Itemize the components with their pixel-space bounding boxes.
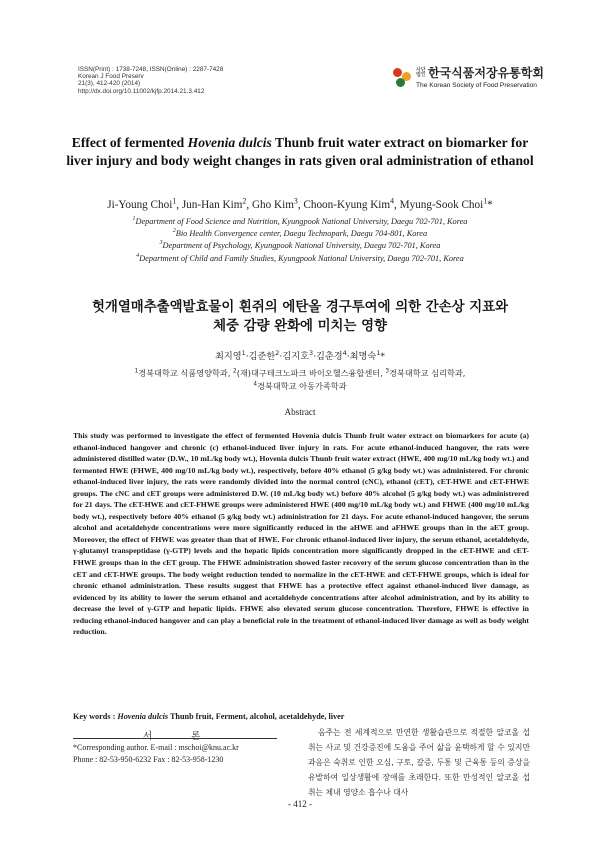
- affiliation-line: $^3$Department of Psychology, Kyungpook National University, Daegu 702-701, Korea: [159, 240, 441, 251]
- issn-line: ISSN(Print) : 1738-7248, ISSN(Online) : 2287-7428: [78, 66, 224, 73]
- author-list: [40, 196, 560, 211]
- korean-author-list: [40, 348, 560, 362]
- korean-affiliation-list: [40, 367, 560, 393]
- journal-name: Korean J Food Preserv: [78, 73, 144, 81]
- footnote-divider: [73, 738, 277, 739]
- society-korean-name: 한국식품저장유통학회: [428, 66, 544, 80]
- korean-author-name: 김준한$^2$·: [248, 348, 283, 362]
- paper-title: Effect of fermented Hovenia dulcis Thunb fruit water extract on biomarker for liver injury and body weight changes in rats given oral administration of ethanol: [66, 135, 534, 168]
- footnote: [73, 742, 239, 765]
- korean-affiliation-item: $^1$경북대학교 식품영양학과,: [134, 368, 234, 378]
- korean-author-name: 최명숙$^1$*: [349, 348, 386, 362]
- korean-author-name: 김춘경$^4$·: [316, 348, 350, 362]
- contact-phone: Phone : 82-53-950-6232 Fax : 82-53-958-1230: [73, 754, 224, 764]
- abstract-heading: Abstract: [284, 407, 316, 417]
- corresponding-author: *Corresponding author. E-mail : mschoi@knu.ac.kr: [73, 743, 239, 752]
- korean-author-name: 최지영$^1$·: [214, 348, 249, 362]
- species-name: Hovenia dulcis: [187, 135, 272, 150]
- introduction-text: 음주는 전 세계적으로 만연한 생활습관으로 적절한 알코올 섭취는 사교 및 건강증진에 도움을 주어 삶을 윤택하게 할 수 있지만 과음은 숙취로 인한 오심, 구토, 갈증, 두통 및 근육통 등의 증상을 유발하여 일상생활에 장애를 초래한다. 또한 만성적인 알코올 섭취는 체내 영양소 흡수나 대사: [308, 728, 530, 797]
- author-name: Jun-Han Kim$^2$,: [181, 196, 252, 211]
- author-name: Ji-Young Choi$^1$,: [107, 196, 182, 211]
- korean-affiliation-item: $^2$(재)대구테크노파크 바이오헬스융합센터,: [233, 368, 386, 378]
- affiliation-line: $^2$Bio Health Convergence center, Daegu Technopark, Daegu 704-801, Korea: [172, 228, 428, 239]
- affiliation-line: $^4$Department of Child and Family Studies, Kyungpook National University, Daegu 702-701, Korea: [136, 252, 464, 263]
- korean-affiliation-item: $^4$경북대학교 아동가족학과: [253, 381, 347, 391]
- korean-title: 헛개열매추출액발효물이 흰쥐의 에탄올 경구투여에 의한 간손상 지표와 체중 감량 완화에 미치는 영향: [91, 300, 509, 334]
- keywords: Key words : Hovenia dulcis Thunb fruit, Ferment, alcohol, acetaldehyde, liver: [73, 712, 345, 721]
- introduction-heading: 서 론: [143, 731, 219, 742]
- korean-author-name: 김지호$^3$·: [282, 348, 316, 362]
- society-small-label: 사단 법인: [416, 66, 426, 78]
- author-name: Myung-Sook Choi$^1$*: [399, 196, 493, 211]
- affiliation-line: $^1$Department of Food Science and Nutrition, Kyungpook National University, Daegu 702-701, Korea: [132, 216, 468, 226]
- doi-line[interactable]: http://dx.doi.org/10.11002/kjfp.2014.21.3.412: [78, 87, 205, 95]
- journal-header: [78, 66, 223, 95]
- affiliation-list: [40, 216, 560, 265]
- author-name: Choon-Kyung Kim$^4$,: [303, 196, 400, 211]
- volume-line: 21(3), 412-420 (2014): [78, 80, 141, 88]
- society-emblem-icon: [392, 66, 412, 88]
- author-name: Gho Kim$^3$,: [251, 196, 304, 211]
- korean-affiliation-item: $^3$경북대학교 심리학과,: [385, 368, 466, 378]
- society-english-name: The Korean Society of Food Preservation: [416, 82, 537, 89]
- society-logo: [392, 64, 544, 89]
- page-number: - 412 -: [288, 799, 312, 809]
- abstract-text: This study was performed to investigate the effect of fermented Hovenia dulcis Thunb fruit water extract on biomarkers for acute (a) ethanol-induced hangover and chronic (c) ethanol-induced liver injury in rats. For acute ethanol-induced hangover, the rats were administered distilled water (D.W., 10 mL/kg body wt.), Hovenia dulcis Thunb fruit water extract (HWE, 400 mg/10 mL/kg body wt.) and fermented HWE (FHWE, 400 mg/10 mL/kg body wt.), respectively, before 40% ethanol (5 g/kg body wt.) was administered. For chronic ethanol-induced liver injury, the rats were randomly divided into the normal control (cNC), ethanol (cET), cET-HWE and cET-FHWE groups. The cNC and cET groups were administered D.W. (10 mL/kg body wt.) before 40% alcohol (5 g/kg body wt.) was administrered for 21 days. The cET-HWE and cET-FHWE groups were administered HWE (400 mg/10 mL/kg body wt.) and FHWE (400 mg/10 mL/kg body wt.), respectively before 40% ethanol (5 g/kg body wt.) administration for 21 days. For acute ethanol-induced hangover, the serum alcohol and acetaldehyde concentrations were more significantly reduced in the aHWE and aFHWE groups than in the aET group. Moreover, the effect of FHWE was greater than that of HWE. For chronic ethanol-induced liver injury, the serum ethanol, acetaldehyde, γ-glutamyl transpeptidase (γ-GTP) levels and the hepatic lipids concentration more significantly dropped in the cET-HWE and cET-FHWE groups than in the cET group. The FHWE administration showed faster recovery of the serum glucose concentration than in the cET and cET-HWE groups. The body weight reduction tended to normalize in the cET-HWE and cET-FHWE groups, which is ideal for chronic ethanol administration. These results suggest that FHWE has a protective effect against ethanol-induced liver damage, as evidenced by its ability to lower the serum ethanol and acetaldehyde concentrations after alcohol administration, and by its ability to decrease the level of γ-GTP and hepatic lipids. FHWE also elevated serum glucose concentration. Therefore, FHWE is effective in reducing ethanol-induced hangover and can play a beneficial role in the treatment of ethanol-induced liver damage as well as body weight reduction.: [73, 431, 529, 637]
